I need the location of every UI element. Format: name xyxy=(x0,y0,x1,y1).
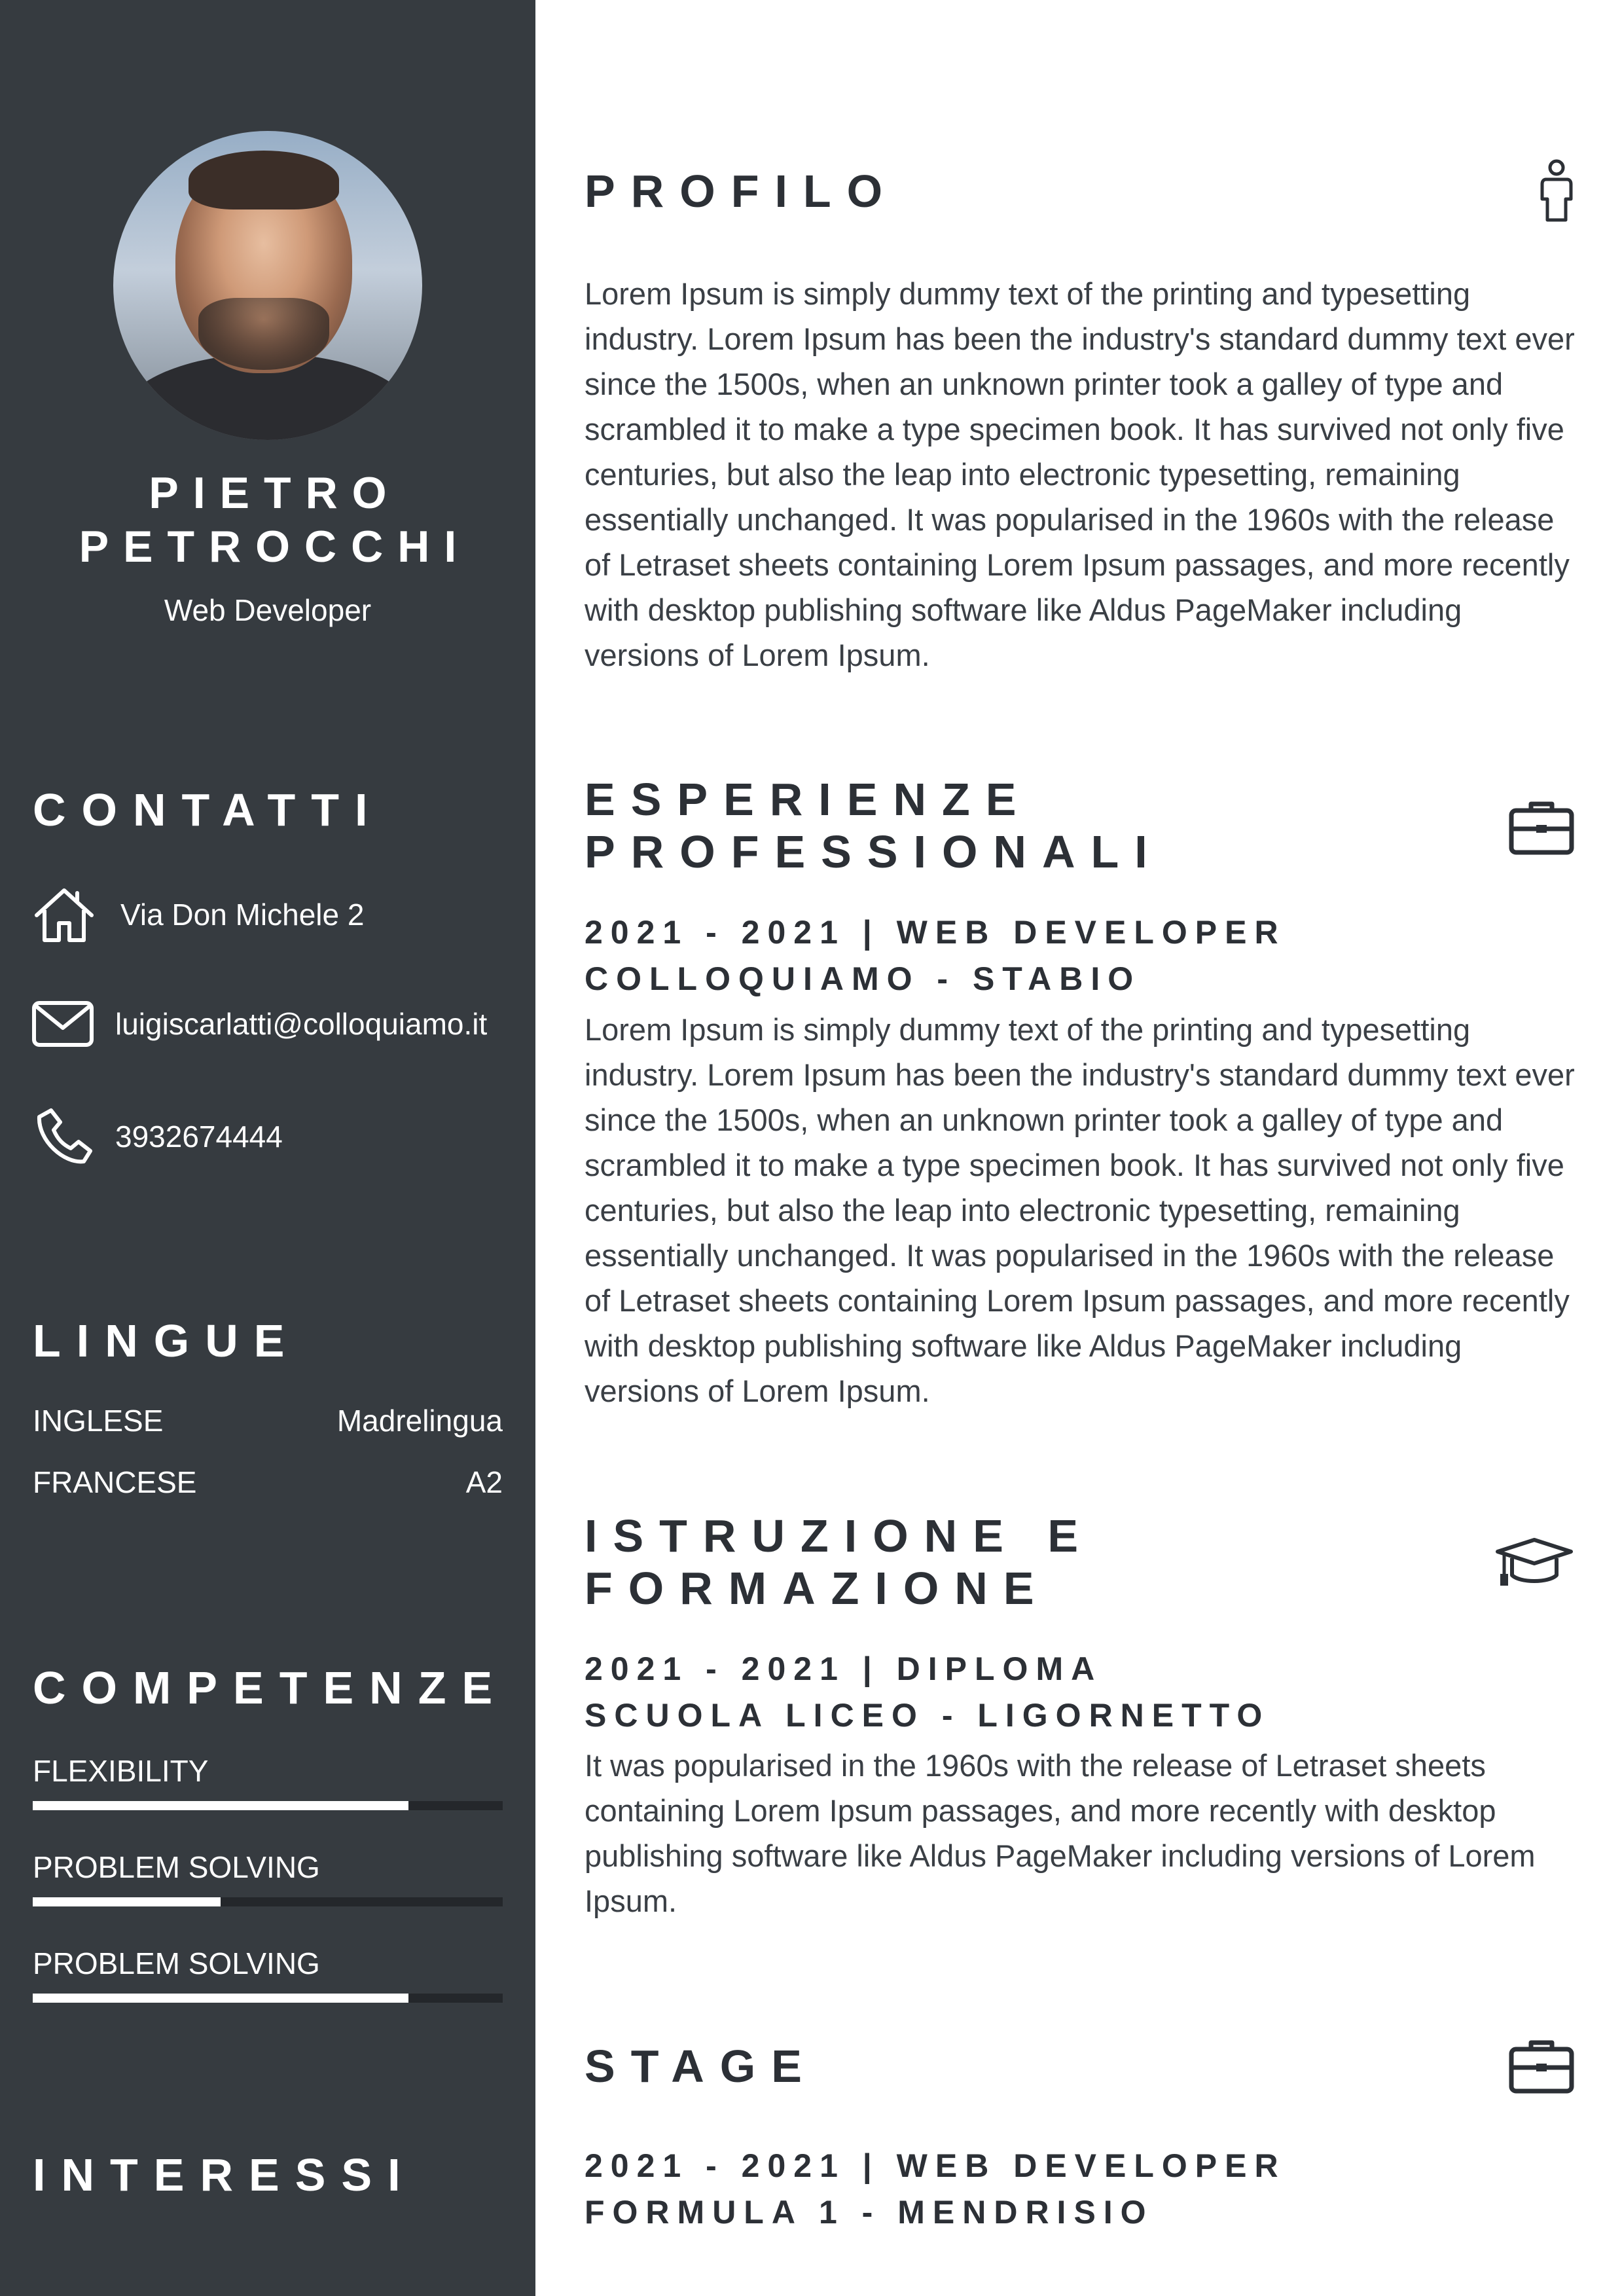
language-row xyxy=(33,1403,503,1438)
experience-period: 2021 - 2021 | WEB DEVELOPER xyxy=(585,914,1286,951)
interests-heading: INTERESSI xyxy=(33,2149,416,2200)
experience-company: COLLOQUIAMO - STABIO xyxy=(585,960,1142,997)
skill-bar-fill xyxy=(33,1801,408,1810)
language-row xyxy=(33,1465,503,1500)
skill-bar xyxy=(33,1994,503,2003)
experience-heading-line1: ESPERIENZE xyxy=(585,774,1032,825)
stage-heading: STAGE xyxy=(585,2041,818,2092)
language-level: Madrelingua xyxy=(336,1404,503,1438)
skill-bar-fill xyxy=(33,1994,408,2003)
language-name: INGLESE xyxy=(33,1404,164,1438)
skill-bar xyxy=(33,1897,503,1906)
address-text: Via Don Michele 2 xyxy=(120,898,365,932)
profile-text: Lorem Ipsum is simply dummy text of the printing and typesetting industry. Lorem Ipsum has been the industry's standard dummy text ever since the 1500s, when an unknown printer took a galley of type and scrambled it to make a type specimen book. It has survived not only five centuries, but also the leap into electronic typesetting, remaining essentially unchanged. It was popularised in the 1960s with the release of Letraset sheets containing Lorem Ipsum passages, and more recently with desktop publishing software like Aldus PageMaker including versions of Lorem Ipsum. xyxy=(585,276,1575,672)
education-text: It was popularised in the 1960s with the release of Letraset sheets containing Lorem Ipsum passages, and more recently with desktop publishing software like Aldus PageMaker including versions of Lorem Ipsum. xyxy=(585,1748,1536,1918)
skill-label: FLEXIBILITY xyxy=(33,1754,209,1788)
name-first: PIETRO xyxy=(149,468,401,518)
experience-heading-line2: PROFESSIONALI xyxy=(585,826,1163,877)
briefcase-icon xyxy=(1509,2039,1574,2095)
email-icon xyxy=(31,1000,94,1048)
contacts-heading: CONTATTI xyxy=(33,784,384,835)
skill-bar xyxy=(33,1801,503,1810)
home-icon xyxy=(31,885,97,944)
skill-label: PROBLEM SOLVING xyxy=(33,1946,320,1980)
job-title: Web Developer xyxy=(164,593,372,627)
skills-heading: COMPETENZE xyxy=(33,1662,509,1713)
contact-email[interactable] xyxy=(31,1000,487,1048)
languages-heading: LINGUE xyxy=(33,1315,300,1366)
education-period: 2021 - 2021 | DIPLOMA xyxy=(585,1650,1103,1687)
stage-company: FORMULA 1 - MENDRISIO xyxy=(585,2194,1154,2231)
briefcase-icon xyxy=(1509,800,1574,856)
person-icon xyxy=(1538,158,1575,224)
profile-heading: PROFILO xyxy=(585,166,899,217)
education-school: SCUOLA LICEO - LIGORNETTO xyxy=(585,1697,1271,1734)
phone-icon xyxy=(31,1105,94,1168)
stage-period: 2021 - 2021 | WEB DEVELOPER xyxy=(585,2147,1286,2184)
language-level: A2 xyxy=(465,1465,503,1499)
skill-label: PROBLEM SOLVING xyxy=(33,1850,320,1884)
experience-text: Lorem Ipsum is simply dummy text of the printing and typesetting industry. Lorem Ipsum has been the industry's standard dummy text ever since the 1500s, when an unknown printer took a galley of type and scrambled it to make a type specimen book. It has survived not only five centuries, but also the leap into electronic typesetting, remaining essentially unchanged. It was popularised in the 1960s with the release of Letraset sheets containing Lorem Ipsum passages, and more recently with desktop publishing software like Aldus PageMaker including versions of Lorem Ipsum. xyxy=(585,1012,1575,1408)
phone-text[interactable]: 3932674444 xyxy=(115,1120,283,1154)
name-last: PETROCCHI xyxy=(79,522,471,572)
email-text[interactable]: luigiscarlatti@colloquiamo.it xyxy=(115,1007,488,1041)
avatar xyxy=(113,131,422,440)
language-name: FRANCESE xyxy=(33,1465,197,1499)
graduation-cap-icon xyxy=(1494,1536,1575,1591)
education-heading-line2: FORMAZIONE xyxy=(585,1563,1050,1614)
education-heading-line1: ISTRUZIONE E xyxy=(585,1510,1094,1561)
contact-address xyxy=(31,885,364,944)
sidebar xyxy=(0,0,535,2296)
contact-phone[interactable] xyxy=(31,1105,283,1168)
skill-bar-fill xyxy=(33,1897,221,1906)
